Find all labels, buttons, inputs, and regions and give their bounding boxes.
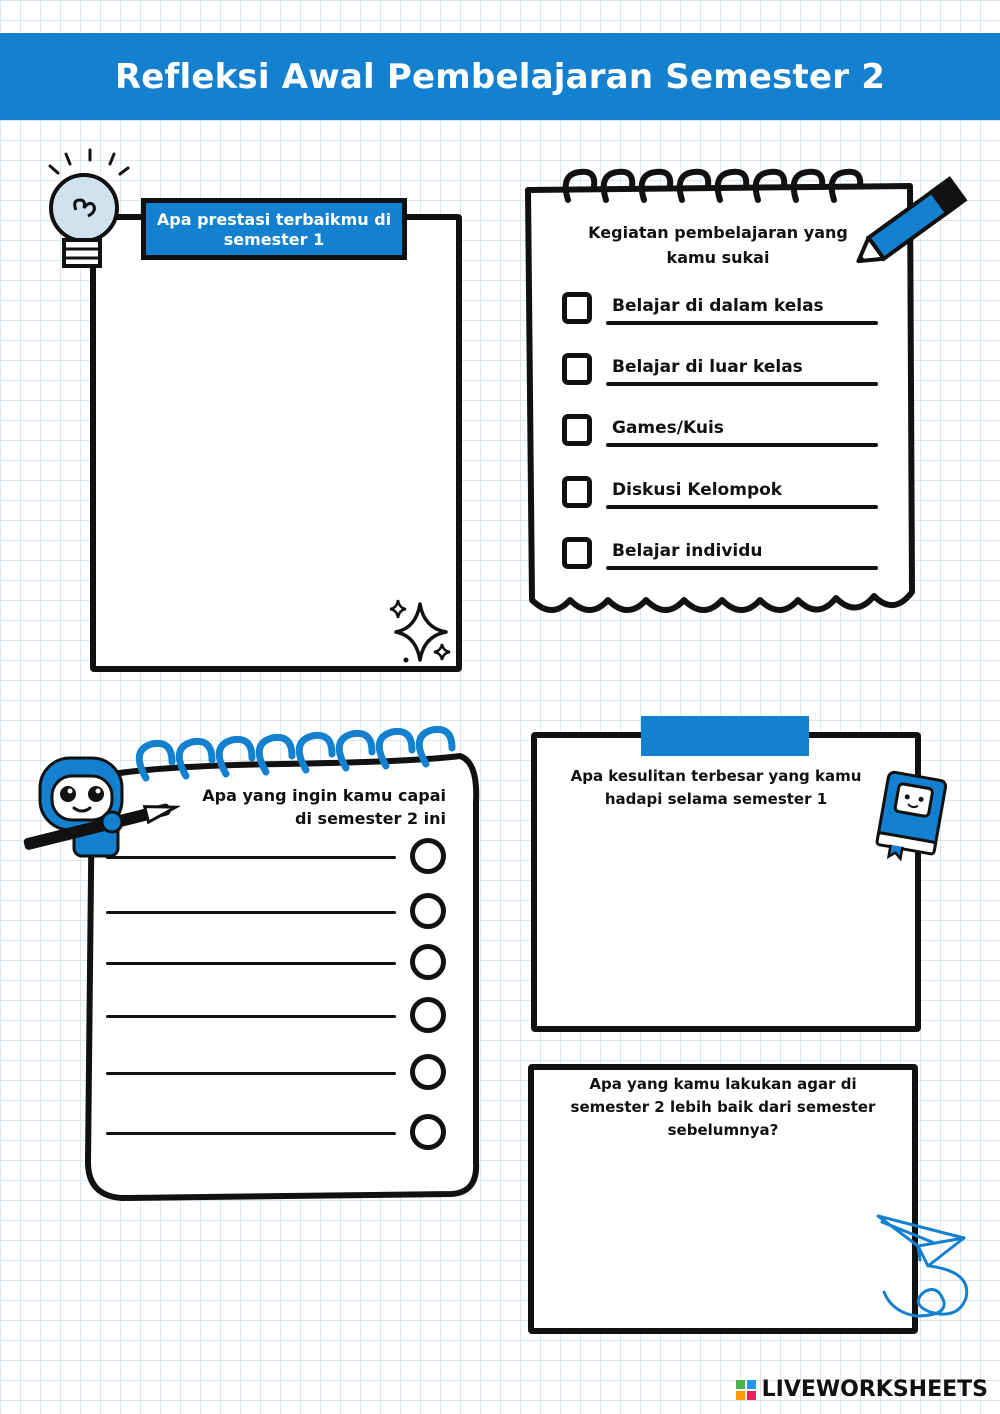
- sparkle-icon: [386, 598, 456, 668]
- title-banner: [0, 33, 1000, 120]
- goal-row-4[interactable]: [106, 997, 450, 1037]
- goal-circle[interactable]: [410, 997, 446, 1033]
- goal-line: [106, 856, 396, 859]
- goal-line: [106, 962, 396, 965]
- activity-text: Belajar di luar kelas: [612, 357, 803, 377]
- improvement-label: Apa yang kamu lakukan agar di semester 2 lebih baik dari semester sebelumnya?: [570, 1075, 876, 1139]
- achievement-label: Apa prestasi terbaikmu di semester 1: [141, 198, 407, 260]
- checkbox[interactable]: [562, 353, 592, 385]
- difficulty-label: Apa kesulitan terbesar yang kamu hadapi selama semester 1: [570, 767, 862, 808]
- goal-line: [106, 1072, 396, 1075]
- activity-text: Belajar individu: [612, 541, 763, 561]
- tape-decoration: [641, 716, 809, 756]
- paper-plane-icon: [872, 1208, 976, 1322]
- activities-label: Kegiatan pembelajaran yang kamu sukai: [588, 223, 848, 267]
- goal-line: [106, 1132, 396, 1135]
- activity-text: Diskusi Kelompok: [612, 480, 783, 500]
- footer-brand-text: LIVEWORKSHEETS: [761, 1377, 988, 1402]
- goal-line: [106, 1015, 396, 1018]
- underline: [606, 443, 878, 447]
- footer-brand: [736, 1377, 988, 1402]
- checkbox[interactable]: [562, 414, 592, 446]
- goal-row-3[interactable]: [106, 944, 450, 984]
- goal-line: [106, 911, 396, 914]
- activity-text: Belajar di dalam kelas: [612, 296, 824, 316]
- activity-item-4[interactable]: [560, 476, 880, 516]
- checkbox[interactable]: [562, 476, 592, 508]
- liveworksheets-logo-icon: [736, 1380, 756, 1400]
- underline: [606, 505, 878, 509]
- underline: [606, 382, 878, 386]
- activity-text: Games/Kuis: [612, 418, 724, 438]
- goal-row-6[interactable]: [106, 1114, 450, 1154]
- lightbulb-icon: [40, 148, 140, 273]
- goals-label: Apa yang ingin kamu capai di semester 2 ini: [202, 786, 446, 828]
- goal-circle[interactable]: [410, 944, 446, 980]
- goal-circle[interactable]: [410, 1054, 446, 1090]
- activity-item-5[interactable]: [560, 537, 880, 577]
- activity-item-3[interactable]: [560, 414, 880, 454]
- underline: [606, 566, 878, 570]
- page-title: Refleksi Awal Pembelajaran Semester 2: [114, 56, 886, 97]
- goal-row-1[interactable]: [106, 838, 450, 878]
- checkbox[interactable]: [562, 292, 592, 324]
- goal-row-5[interactable]: [106, 1054, 450, 1094]
- activity-item-2[interactable]: [560, 353, 880, 393]
- goal-circle[interactable]: [410, 838, 446, 874]
- checkbox[interactable]: [562, 537, 592, 569]
- goal-row-2[interactable]: [106, 893, 450, 933]
- underline: [606, 321, 878, 325]
- pencil-icon: [846, 164, 982, 280]
- book-icon: [872, 770, 952, 862]
- goal-circle[interactable]: [410, 893, 446, 929]
- activity-item-1[interactable]: [560, 292, 880, 332]
- goal-circle[interactable]: [410, 1114, 446, 1150]
